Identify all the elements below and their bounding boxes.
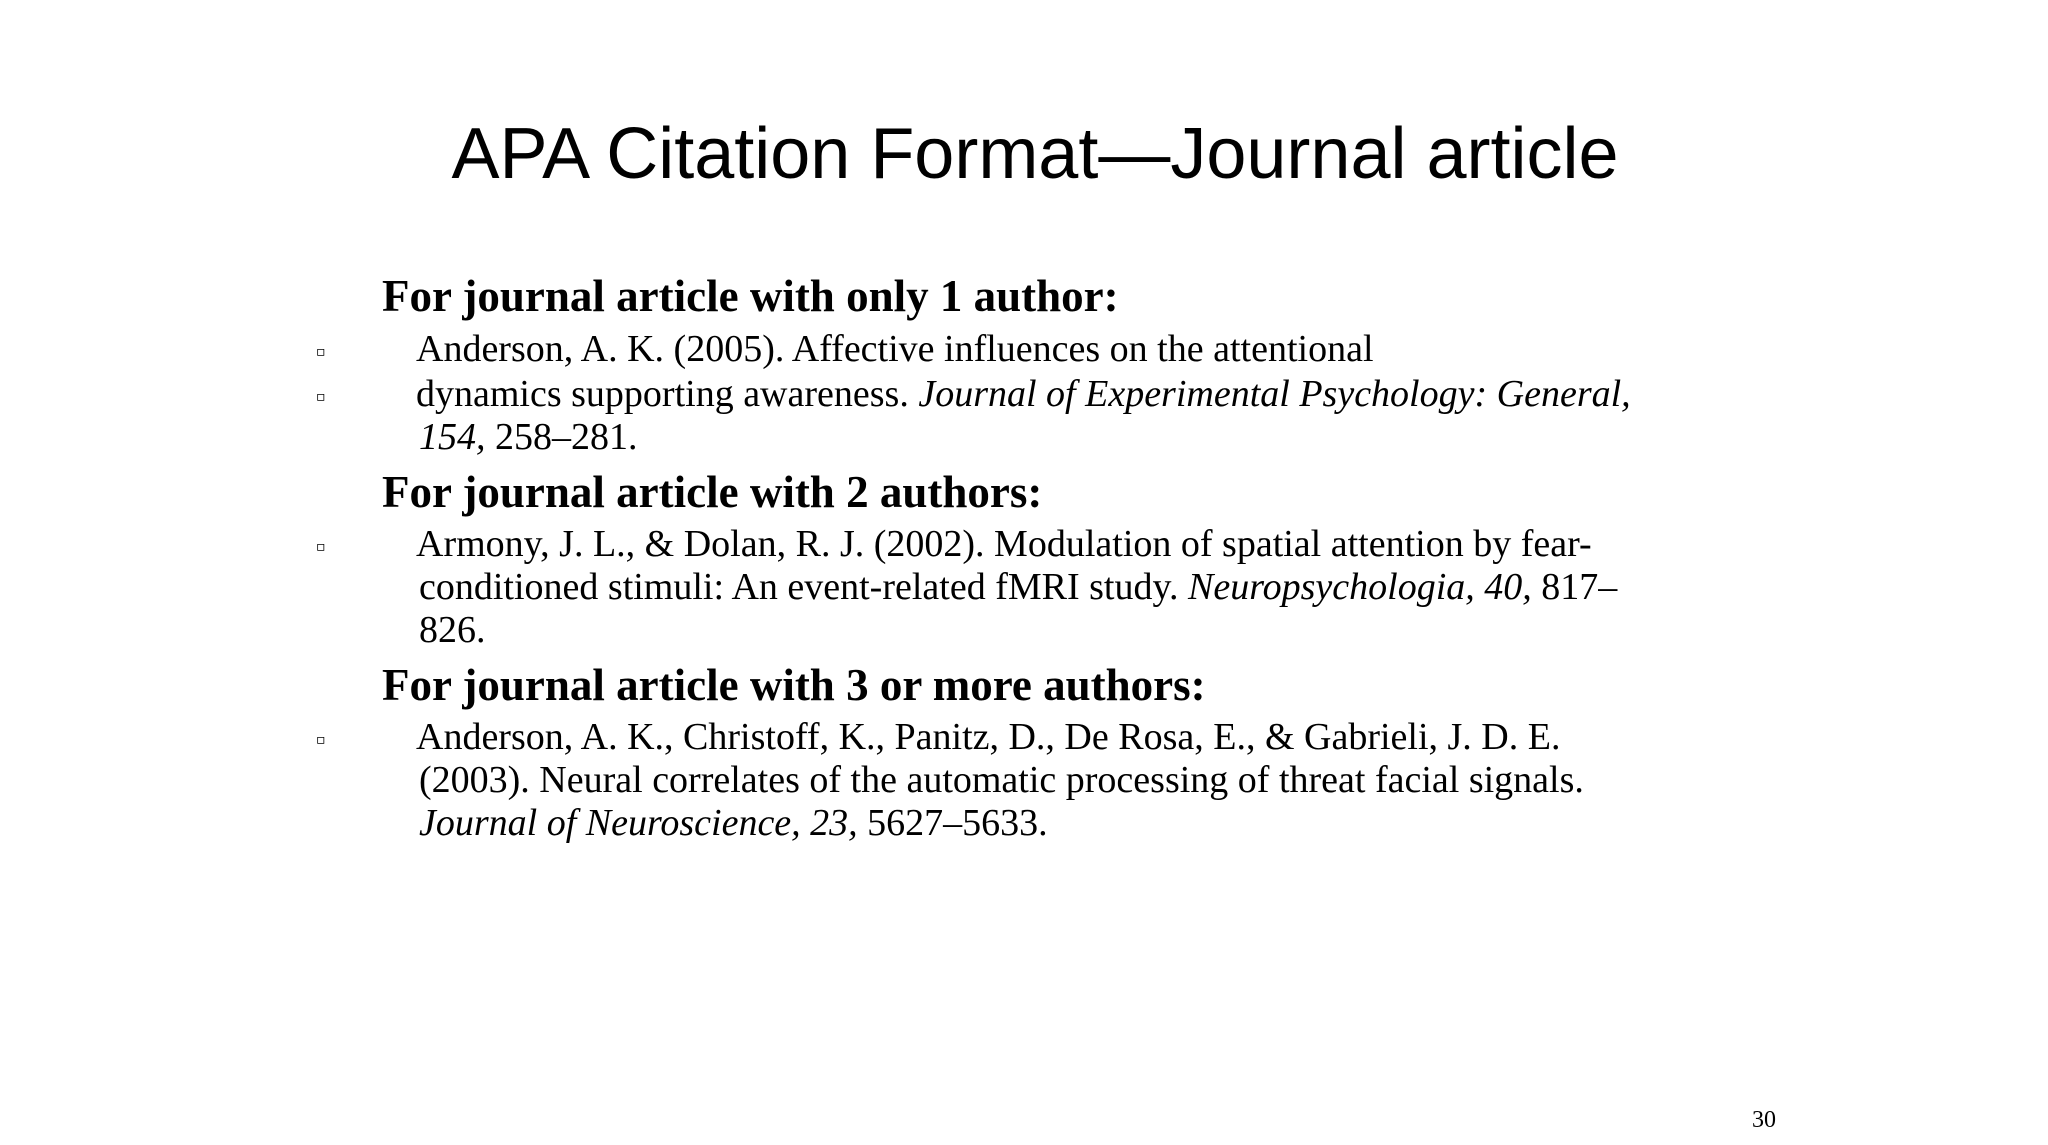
citation-3-line-1: Anderson, A. K., Christoff, K., Panitz, D., De Rosa, E., & Gabrieli, J. D. E. [416, 716, 1561, 758]
section-heading-2-authors: For journal article with 2 authors: [382, 467, 1043, 517]
page-number: 30 [1752, 1107, 1776, 1133]
section-heading-3-authors: For journal article with 3 or more authors: [382, 660, 1206, 710]
citation-1-line-3: 154, 258–281. [419, 416, 638, 458]
bullet-icon: ▫ [316, 389, 326, 405]
bullet-icon: ▫ [316, 344, 326, 360]
section-heading-1-author: For journal article with only 1 author: [382, 271, 1119, 321]
bullet-icon: ▫ [316, 539, 326, 555]
citation-2-line-1: Armony, J. L., & Dolan, R. J. (2002). Modulation of spatial attention by fear- [416, 523, 1592, 565]
citation-2-line-2: conditioned stimuli: An event-related fMRI study. Neuropsychologia, 40, 817– [419, 566, 1618, 608]
citation-1-line-1: Anderson, A. K. (2005). Affective influences on the attentional [416, 328, 1374, 370]
slide-title: APA Citation Format—Journal article [451, 114, 1619, 194]
citation-3-line-2: (2003). Neural correlates of the automatic processing of threat facial signals. [419, 759, 1584, 801]
citation-3-line-3: Journal of Neuroscience, 23, 5627–5633. [419, 802, 1048, 844]
bullet-icon: ▫ [316, 732, 326, 748]
citation-1-line-2: dynamics supporting awareness. Journal of Experimental Psychology: General, [416, 373, 1631, 415]
citation-2-line-3: 826. [419, 609, 486, 651]
